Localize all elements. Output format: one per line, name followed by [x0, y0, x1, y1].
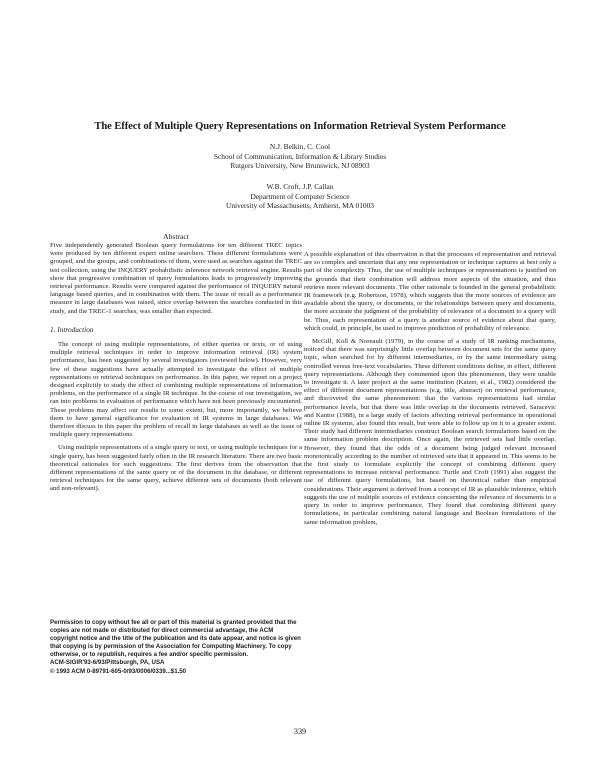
author-affiliation: Department of Computer Science	[250, 191, 350, 201]
right-paragraph-2: McGill, Koll & Noreault (1979), in the course of a study of IR ranking mechanisms, noticed that there was surprisingly little overlap between document sets for the same query topic, when searched for by different intermediaries, or by the same intermediary using controlled versus free-text vocabularies. These different conditions define, in effect, different query representations. Although they commented upon this phenomenon, they were unable to investigate it. A later project at the same institution (Katzer, et al., 1982) considered the effect of different document representations (e.g. title, abstract) on retrieval performance, and discovered the same phenomenon: that the various representations had similar performance levels, but that there was little overlap in the documents retrieved. Saracevic and Kantor (1988), in a large study of factors affecting retrieval performance in operational online IR systems, also found this result, but were able to follow up on it to a greater extent. Their study had different intermediaries construct Boolean search formulations based on the same information problem description. Once again, the retrieved sets had little overlap. However, they found that the odds of a document being judged relevant increased monotonically according to the number of retrieved sets that it appeared in. This seems to be the first study to formulate explicitly the concept of combining different query representations to increase retrieval performance. Turtle and Croft (1991) also suggest the use of different query formulations, but based on theoretical rather than empirical considerations. Their argument is derived from a concept of IR as plausible inference, which suggests the use of multiple sources of evidence concerning the relevance of documents to a query in order to improve performance. They found that combining different query formulations, in particular combining natural language and Boolean formulations of the same information problem,	[304, 338, 556, 526]
author-address: University of Massachusetts, Amherst, MA 01003	[225, 201, 374, 211]
abstract-text: Five independently generated Boolean query formulations for ten different TREC topics were produced by ten different expert online searchers. These different formulations were grouped, and the groups, and combinations of them, were used as searches against the TREC test collection, using the INQUERY probabilistic inference network retrieval engine. Results show that progressive combination of query formulations leads to progressively improving retrieval performance. Results were compared against the performance of INQUERY natural language based queries, and in combination with them. The issue of recall as a performance measure in large databases was raised, since overlap between the searches conducted in this study, and the TREC-1 searches, was smaller than expected.	[50, 242, 302, 315]
section-heading-introduction: 1. Introduction	[50, 324, 94, 334]
intro-paragraph-1: The concept of using multiple representations, of either queries or texts, or of using multiple retrieval techniques in order to improve information retrieval (IR) system performance, has been suggested by several investigators (reviewed below). However, very few of these suggestions have actually attempted to investigate the effect of multiple representations or retrieval techniques on performance. In this paper, we report on a project designed explicitly to study the effect of combining multiple representations of information problems, on the performance of a single IR technique. In the course of our investigation, we ran into problems in evaluation of performance which have not been previously encountered. These problems may affect our results to some extent, but, more importantly, we believe them to have general significance for evaluation of IR systems in large databases. We therefore discuss in this paper the problem of recall in large databases as well as the issue of multiple query representations.	[50, 341, 302, 439]
copyright-notice	[50, 619, 302, 676]
abstract-heading: Abstract	[163, 232, 189, 241]
author-block-umass	[100, 182, 500, 211]
intro-paragraph-2: Using multiple representations of a single query or text, or using multiple techniques for a single query, has been suggested fairly often in the IR research literature. There are two basic theoretical rationales for such suggestions. The first derives from the observation that different representations of the same query or of the document in the database, or different retrieval techniques for the same query, achieve different sets of documents (both relevant and non-relevant).	[50, 444, 302, 493]
copyright-isbn: © 1993 ACM 0-89791-605-0/93/0006/0339...$1.50	[50, 667, 187, 675]
page-number: 339	[293, 727, 307, 736]
right-column	[304, 251, 556, 532]
author-names: N.J. Belkin, C. Cool	[269, 142, 331, 151]
paper-title: The Effect of Multiple Query Representations on Information Retrieval System Performance	[94, 121, 506, 132]
copyright-conference: ACM-SIGIR'93-6/93/Pittsburgh, PA, USA	[50, 659, 165, 667]
copyright-permission: Permission to copy without fee all or part of this material is granted provided that the copies are not made or distributed for direct commercial advantage, the ACM copyright notice and the title of the publication and its date appear, and notice is given that copying is by permission of the Association for Computing Machinery. To copy otherwise, or to republish, requires a fee and/or specific permission.	[50, 619, 301, 659]
author-names: W.B. Croft, J.P. Callan	[266, 182, 334, 191]
author-address: Rutgers University, New Brunswick, NJ 08903	[230, 161, 370, 171]
author-block-rutgers	[100, 142, 500, 171]
left-column	[50, 242, 302, 499]
author-affiliation: School of Communication, Information & Library Studies	[213, 151, 387, 161]
right-paragraph-1: A possible explanation of this observation is that the processes of representation and retrieval are so complex and uncertain that any one representation or technique captures at best only a part of the complexity. Thus, the use of multiple techniques or representations is justified on the grounds that their combination will address more aspects of the situation, and thus retrieve more relevant documents. The other rationale is founded in the general probabilistic IR framework (e.g. Robertson, 1978), which suggests that the more sources of evidence are available about the query, or documents, or the relationships between query and documents, the more accurate the judgment of the probability of relevance of a document to a query will be. Thus, each representation of a query is another source of evidence about that query, which could, in principle, be used to improve prediction of probability of relevance.	[304, 251, 556, 332]
